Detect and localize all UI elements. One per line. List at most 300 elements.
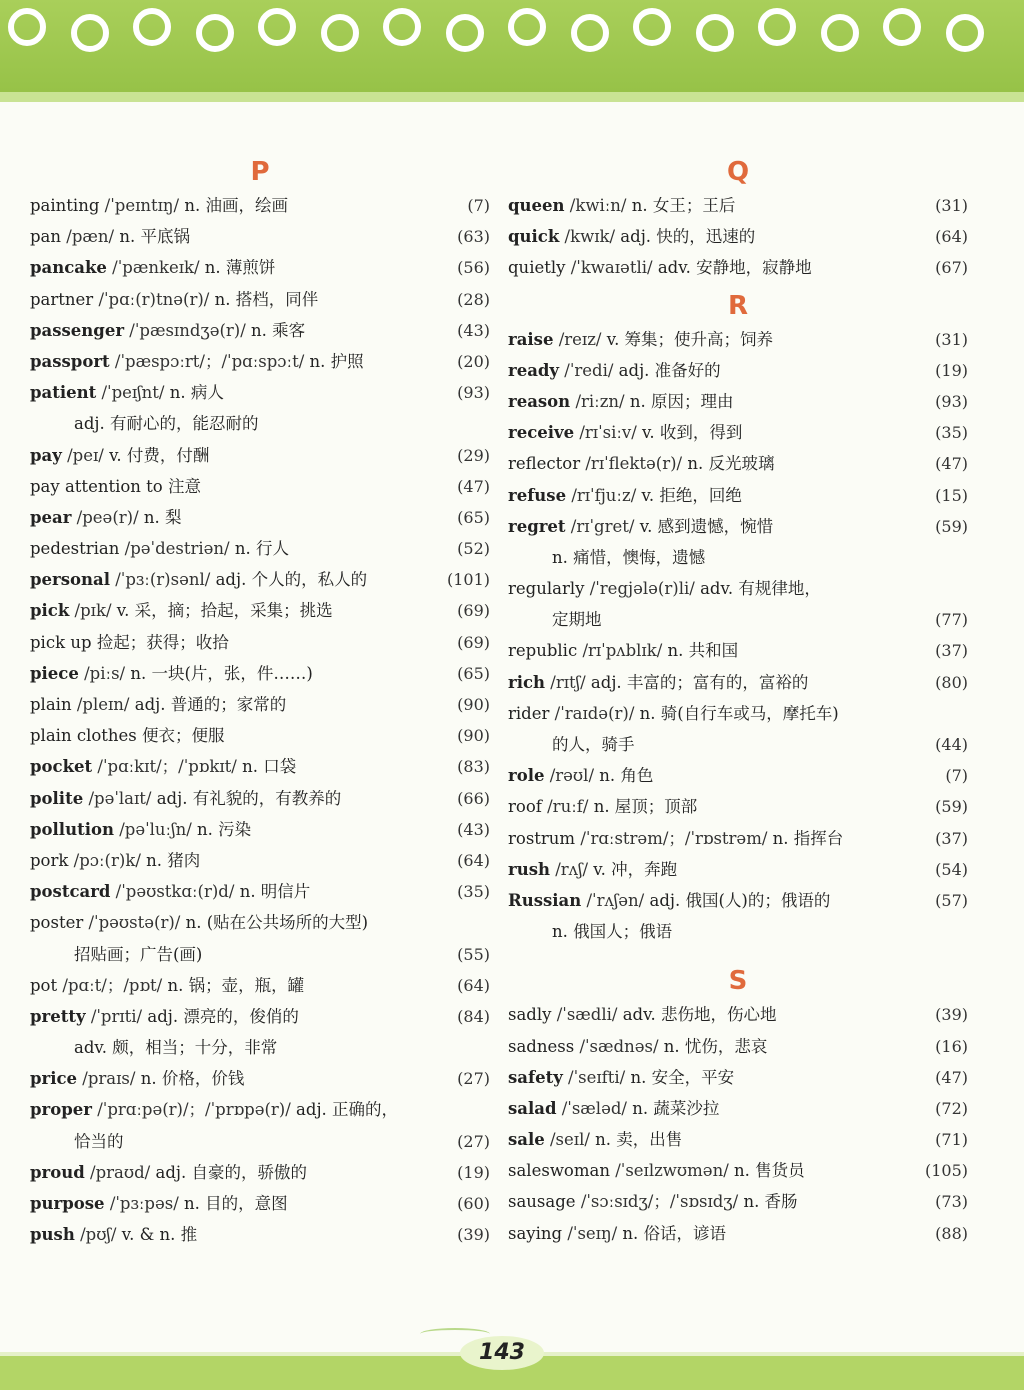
entry-page-ref: (43) (457, 819, 490, 839)
glossary-entry (30, 1188, 490, 1219)
entry-definition: n. 病人 (169, 383, 224, 403)
ring-icon (883, 8, 921, 46)
entry-phonetic: /rɪˈfjuːz/ (571, 485, 637, 505)
entry-word: ready (508, 360, 560, 380)
entry-word: reason (508, 391, 571, 411)
entry-phonetic: /rʌʃ/ (555, 859, 589, 879)
glossary-entry (30, 1126, 490, 1157)
entry-definition: adj. 自豪的，骄傲的 (155, 1162, 307, 1182)
entry-word: pear (30, 507, 72, 527)
section-letter: P (250, 157, 270, 187)
entry-phonetic: /ˈpɜːpəs/ (109, 1194, 179, 1213)
entry-word: quick (508, 227, 560, 247)
ring-icon (321, 14, 359, 52)
ring-icon (196, 14, 234, 52)
entry-word: sadly (508, 1005, 552, 1025)
glossary-entry (30, 627, 490, 658)
entry-phonetic: /reɪz/ (558, 329, 602, 349)
entry-definition: n. 骑(自行车或马，摩托车) (639, 703, 839, 723)
entry-page-ref: (29) (457, 445, 490, 465)
glossary-entry (508, 823, 968, 854)
entry-definition: 的人，骑手 (552, 735, 635, 754)
entry-page-ref: (47) (935, 1067, 968, 1087)
glossary-entry (508, 386, 968, 417)
glossary-entry (508, 1031, 968, 1062)
entry-page-ref: (101) (446, 570, 490, 590)
entry-phonetic: /ˈredi/ (564, 360, 614, 380)
ring-icon (821, 14, 859, 52)
entry-phonetic: /pəˈluːʃn/ (119, 819, 192, 839)
ring-icon (8, 8, 46, 46)
entry-phonetic: /ˈraɪdə(r)/ (554, 703, 635, 723)
entry-word: reflector (508, 454, 581, 474)
entry-definition: n. 安全，平安 (630, 1067, 735, 1087)
entry-phonetic: /pleɪn/ (76, 695, 130, 714)
entry-phonetic: /ˈpəʊstkɑː(r)d/ (115, 882, 235, 902)
glossary-entry (30, 1001, 490, 1032)
glossary-entry (508, 542, 968, 573)
entry-phonetic: /ˈpeɪʃnt/ (101, 383, 165, 403)
entry-word: receive (508, 423, 575, 443)
entry-phonetic: /ˈprɪti/ (90, 1006, 143, 1026)
entry-page-ref: (105) (924, 1161, 968, 1181)
glossary-entry (508, 885, 968, 916)
entry-definition: 捡起；获得；收拾 (96, 632, 229, 652)
entry-word: polite (30, 788, 84, 808)
entry-word: quietly (508, 258, 566, 278)
entry-word: pick (30, 601, 70, 621)
glossary-entry (30, 939, 490, 970)
entry-page-ref: (59) (935, 797, 968, 817)
entry-definition: v. 筹集；使升高；饲养 (606, 329, 774, 349)
glossary-entry (30, 221, 490, 252)
entry-page-ref: (83) (457, 757, 490, 777)
entry-word: roof (508, 797, 542, 817)
entry-definition: n. 屋顶；顶部 (593, 797, 698, 817)
entry-page-ref: (84) (457, 1006, 490, 1026)
entry-phonetic: /ˈpɜː(r)sənl/ (115, 570, 211, 590)
entry-word: pan (30, 227, 62, 247)
entry-phonetic: /pəˈdestriən/ (124, 539, 230, 559)
glossary-entry (30, 1219, 490, 1250)
entry-word: refuse (508, 485, 567, 505)
entry-page-ref: (37) (935, 828, 968, 848)
entry-page-ref: (72) (935, 1098, 968, 1118)
entry-page-ref: (54) (935, 859, 968, 879)
entry-word: pay attention to (30, 476, 163, 496)
entry-phonetic: /ˈsɔːsɪdʒ/；/ˈsɒsɪdʒ/ (580, 1192, 739, 1212)
glossary-entry (508, 221, 968, 252)
entry-definition: 招贴画；广告(画) (74, 944, 203, 964)
entry-word: poster (30, 913, 84, 933)
glossary-entry (30, 440, 490, 471)
entry-word: pollution (30, 819, 114, 839)
glossary-entry (508, 1062, 968, 1093)
entry-word: rider (508, 703, 550, 723)
entry-definition: n. 搭档，同伴 (214, 289, 319, 309)
entry-definition: n. (贴在公共场所的大型) (185, 913, 369, 933)
entry-page-ref: (20) (457, 351, 490, 371)
entry-phonetic: /ˈrɑːstrəm/；/ˈrɒstrəm/ (580, 828, 768, 848)
entry-word: saleswoman (508, 1161, 610, 1181)
entry-phonetic: /ˈrʌʃən/ (586, 890, 645, 910)
entry-phonetic: /pɔː(r)k/ (73, 850, 141, 870)
entry-definition: v. & n. 推 (121, 1225, 198, 1245)
entry-definition: n. 梨 (143, 507, 182, 527)
entry-definition: v. 拒绝，回绝 (641, 485, 742, 505)
entry-page-ref: (57) (935, 890, 968, 910)
entry-word: rich (508, 672, 546, 692)
entry-definition: n. 角色 (599, 766, 654, 786)
entry-definition: n. 女王；王后 (631, 196, 736, 215)
ring-icon (508, 8, 546, 46)
entry-page-ref: (63) (457, 227, 490, 247)
entry-page-ref: (69) (457, 632, 490, 652)
entry-page-ref: (67) (935, 258, 968, 278)
glossary-entry (30, 1094, 490, 1125)
glossary-entry (30, 377, 490, 408)
entry-definition: adj. 有礼貌的，有教养的 (156, 788, 342, 808)
entry-definition: v. 感到遗憾，惋惜 (639, 516, 774, 536)
entry-page-ref: (64) (457, 975, 490, 995)
glossary-entry (508, 1124, 968, 1155)
entry-phonetic: /rɪˈsiːv/ (579, 423, 637, 443)
glossary-column-left (30, 150, 490, 1250)
entry-word: regularly (508, 579, 585, 599)
entry-page-ref: (47) (935, 454, 968, 474)
entry-word: passenger (30, 320, 125, 340)
entry-phonetic: /peə(r)/ (76, 507, 139, 527)
entry-phonetic: /rɪtʃ/ (550, 672, 586, 692)
entry-word: Russian (508, 890, 582, 910)
entry-page-ref: (39) (935, 1005, 968, 1025)
entry-definition: 便衣；便服 (142, 726, 225, 746)
glossary-entry (508, 324, 968, 355)
glossary-entry (508, 448, 968, 479)
entry-phonetic: /ˈprɑːpə(r)/；/ˈprɒpə(r)/ (97, 1100, 291, 1120)
entry-word: passport (30, 351, 110, 371)
glossary-entry (508, 999, 968, 1030)
glossary-entry (508, 417, 968, 448)
entry-definition: n. 明信片 (239, 882, 311, 902)
entry-page-ref: (27) (457, 1069, 490, 1089)
entry-phonetic: /pɑːt/；/pɒt/ (62, 975, 163, 995)
glossary-entry (508, 252, 968, 283)
entry-page-ref: (80) (935, 672, 968, 692)
entry-page-ref: (27) (457, 1131, 490, 1151)
entry-page-ref: (31) (935, 329, 968, 349)
glossary-entry (30, 1157, 490, 1188)
entry-phonetic: /pæn/ (66, 227, 115, 247)
entry-word: proper (30, 1100, 92, 1120)
glossary-entry (508, 916, 968, 947)
entry-definition: n. 乘客 (251, 320, 306, 340)
entry-word: postcard (30, 882, 111, 902)
entry-phonetic: /ˈpæsɪndʒə(r)/ (129, 320, 246, 340)
entry-word: patient (30, 383, 97, 403)
glossary-entry (508, 760, 968, 791)
entry-page-ref: (88) (935, 1223, 968, 1243)
binder-rings (0, 4, 1024, 64)
glossary-entry (30, 1063, 490, 1094)
entry-page-ref: (7) (467, 196, 490, 215)
entry-page-ref: (93) (935, 391, 968, 411)
glossary-entry (508, 729, 968, 760)
top-banner-edge (0, 92, 1024, 102)
section-spacer (508, 947, 968, 959)
entry-page-ref: (90) (457, 726, 490, 746)
entry-definition: n. 护照 (309, 351, 364, 371)
entry-page-ref: (60) (457, 1194, 490, 1213)
entry-word: sausage (508, 1192, 576, 1212)
entry-page-ref: (66) (457, 788, 490, 808)
glossary-entry (30, 252, 490, 283)
entry-definition: adj. 有耐心的，能忍耐的 (74, 414, 259, 434)
entry-word: regret (508, 516, 566, 536)
entry-definition: v. 收到，得到 (642, 423, 743, 443)
ring-icon (758, 8, 796, 46)
entry-phonetic: /ˈpeɪntɪŋ/ (104, 196, 180, 215)
entry-word: partner (30, 289, 94, 309)
glossary-entry (30, 783, 490, 814)
entry-word: sale (508, 1130, 545, 1150)
entry-definition: n. 香肠 (743, 1192, 798, 1212)
entry-definition: adv. 颇，相当；十分，非常 (74, 1038, 278, 1058)
entry-phonetic: /rɪˈpʌblɪk/ (582, 641, 663, 661)
entry-page-ref: (52) (457, 539, 490, 559)
glossary-entry (30, 502, 490, 533)
glossary-entry (30, 876, 490, 907)
entry-word: pretty (30, 1006, 86, 1026)
entry-phonetic: /ˈpəʊstə(r)/ (88, 913, 181, 933)
glossary-entry (30, 907, 490, 938)
glossary-entry (30, 845, 490, 876)
glossary-entry (30, 658, 490, 689)
entry-definition: n. 卖，出售 (595, 1130, 683, 1150)
entry-word: pick up (30, 632, 92, 652)
glossary-entry (508, 1155, 968, 1186)
entry-word: pedestrian (30, 539, 120, 559)
ring-icon (946, 14, 984, 52)
glossary-entry (508, 667, 968, 698)
entry-phonetic: /piːs/ (84, 663, 126, 683)
entry-phonetic: /ˈsæləd/ (561, 1098, 627, 1118)
entry-page-ref: (43) (457, 320, 490, 340)
entry-page-ref: (64) (457, 850, 490, 870)
entry-page-ref: (35) (935, 423, 968, 443)
entry-word: piece (30, 663, 79, 683)
entry-definition: n. 污染 (197, 819, 252, 839)
glossary-entry (30, 315, 490, 346)
entry-word: role (508, 766, 545, 786)
entry-word: purpose (30, 1194, 105, 1213)
entry-definition: adj. 漂亮的，俊俏的 (147, 1006, 299, 1026)
entry-phonetic: /ˈregjələ(r)li/ (589, 579, 695, 599)
entry-phonetic: /ˈpɑː(r)tnə(r)/ (98, 289, 210, 309)
entry-word: personal (30, 570, 110, 590)
section-letter: R (727, 290, 749, 321)
entry-page-ref: (35) (457, 882, 490, 902)
entry-phonetic: /ˈseɪfti/ (568, 1067, 626, 1087)
entry-definition: n. 锅；壶，瓶，罐 (167, 975, 305, 995)
entry-definition: n. 售货员 (734, 1161, 805, 1181)
entry-page-ref: (59) (935, 516, 968, 536)
glossary-entry (30, 408, 490, 439)
entry-definition: adv. 安静地，寂静地 (657, 258, 812, 278)
entry-phonetic: /ˈsædli/ (556, 1005, 618, 1025)
glossary-entry (508, 1093, 968, 1124)
entry-word: painting (30, 196, 100, 215)
ring-icon (383, 8, 421, 46)
entry-page-ref: (19) (935, 360, 968, 380)
entry-definition: adj. 普通的；家常的 (134, 695, 287, 714)
glossary-entry (30, 595, 490, 626)
entry-page-ref: (64) (935, 227, 968, 247)
section-letter: Q (726, 157, 750, 187)
entry-word: push (30, 1225, 75, 1245)
glossary-entry (508, 511, 968, 542)
entry-definition: adj. 个人的，私人的 (215, 570, 368, 590)
entry-phonetic: /ˈpæspɔːrt/；/ˈpɑːspɔːt/ (114, 351, 305, 371)
glossary-entry (30, 689, 490, 720)
entry-word: plain clothes (30, 726, 137, 746)
glossary-entry (30, 814, 490, 845)
entry-page-ref: (65) (457, 507, 490, 527)
entry-page-ref: (65) (457, 663, 490, 683)
entry-definition: n. 共和国 (667, 641, 739, 661)
entry-definition: adj. 快的，迅速的 (620, 227, 756, 247)
entry-definition: adj. 丰富的；富有的，富裕的 (590, 672, 809, 692)
glossary-entry (508, 190, 968, 221)
entry-word: pork (30, 850, 69, 870)
entry-phonetic: /peɪ/ (67, 445, 104, 465)
entry-phonetic: /ruːf/ (547, 797, 589, 817)
entry-definition: n. 蔬菜沙拉 (632, 1098, 720, 1118)
entry-phonetic: /rɪˈflektə(r)/ (585, 454, 683, 474)
entry-page-ref: (56) (457, 258, 490, 278)
glossary-entry (508, 573, 968, 604)
entry-word: salad (508, 1098, 557, 1118)
entry-definition: n. 口袋 (242, 757, 297, 777)
glossary-entry (30, 284, 490, 315)
glossary-entry (30, 1032, 490, 1063)
glossary-entry (30, 720, 490, 751)
entry-page-ref: (37) (935, 641, 968, 661)
entry-phonetic: /pɪk/ (74, 601, 112, 621)
entry-phonetic: /ˈseɪlzwʊmən/ (615, 1161, 729, 1181)
entry-definition: n. 俗话，谚语 (622, 1223, 727, 1243)
entry-page-ref: (71) (935, 1130, 968, 1150)
page-number: 143 (460, 1336, 544, 1370)
entry-definition: n. 薄煎饼 (204, 258, 276, 278)
entry-definition: n. 油画，绘画 (184, 196, 288, 215)
entry-page-ref: (19) (457, 1162, 490, 1182)
entry-definition: n. 原因；理由 (629, 391, 734, 411)
entry-word: pancake (30, 258, 107, 278)
entry-phonetic: /ˈpɑːkɪt/；/ˈpɒkɪt/ (97, 757, 237, 777)
entry-definition: v. 冲，奔跑 (593, 859, 678, 879)
section-letter: S (728, 966, 748, 997)
entry-word: sadness (508, 1036, 575, 1056)
glossary-entry (30, 471, 490, 502)
entry-word: saying (508, 1223, 563, 1243)
entry-definition: n. 猪肉 (146, 850, 201, 870)
glossary-entry (30, 970, 490, 1001)
entry-word: republic (508, 641, 578, 661)
entry-definition: n. 俄国人；俄语 (552, 922, 673, 942)
entry-page-ref: (39) (457, 1225, 490, 1245)
entry-phonetic: /ˈsædnəs/ (579, 1036, 659, 1056)
ring-icon (571, 14, 609, 52)
entry-definition: n. 忧伤，悲哀 (663, 1036, 768, 1056)
entry-definition: n. 指挥台 (772, 828, 844, 848)
entry-definition: adv. 有规律地， (700, 579, 821, 599)
ring-icon (696, 14, 734, 52)
ring-icon (133, 8, 171, 46)
glossary-entry (508, 355, 968, 386)
entry-page-ref: (44) (935, 735, 968, 754)
entry-definition: n. 目的，意图 (184, 1194, 288, 1213)
entry-word: plain (30, 695, 72, 714)
glossary-entry (30, 346, 490, 377)
entry-phonetic: /rɪˈgret/ (570, 516, 635, 536)
glossary-entry (508, 854, 968, 885)
entry-definition: adj. 准备好的 (618, 360, 721, 380)
glossary-entry (508, 480, 968, 511)
entry-definition: n. 一块(片，张，件……) (130, 663, 313, 683)
entry-word: rostrum (508, 828, 576, 848)
entry-word: pot (30, 975, 58, 995)
entry-word: pay (30, 445, 62, 465)
entry-word: proud (30, 1162, 85, 1182)
entry-phonetic: /riːzn/ (575, 391, 625, 411)
glossary-entry (30, 751, 490, 782)
entry-phonetic: /rəʊl/ (549, 766, 594, 786)
entry-phonetic: /praɪs/ (82, 1069, 136, 1089)
glossary-entry (508, 698, 968, 729)
entry-phonetic: /ˈseɪŋ/ (567, 1223, 618, 1243)
glossary-entry (508, 791, 968, 822)
entry-page-ref: (7) (945, 766, 968, 786)
entry-phonetic: /praʊd/ (90, 1162, 151, 1182)
entry-page-ref: (77) (935, 610, 968, 630)
entry-word: safety (508, 1067, 563, 1087)
glossary-entry (508, 635, 968, 666)
entry-phonetic: /ˈpænkeɪk/ (112, 258, 200, 278)
entry-word: raise (508, 329, 554, 349)
entry-definition: adj. 正确的， (296, 1100, 399, 1120)
entry-page-ref: (31) (935, 196, 968, 215)
glossary-entry (30, 533, 490, 564)
entry-page-ref: (47) (457, 476, 490, 496)
entry-page-ref: (73) (935, 1192, 968, 1212)
entry-word: pocket (30, 757, 93, 777)
glossary-entry (508, 604, 968, 635)
entry-definition: 恰当的 (74, 1131, 124, 1151)
glossary-entry (508, 1186, 968, 1217)
entry-phonetic: /pʊʃ/ (80, 1225, 117, 1245)
ring-icon (633, 8, 671, 46)
entry-phonetic: /kwiːn/ (569, 196, 627, 215)
entry-definition: v. 采，摘；拾起，采集；挑选 (116, 601, 333, 621)
entry-word: price (30, 1069, 78, 1089)
entry-phonetic: /kwɪk/ (564, 227, 616, 247)
ring-icon (71, 14, 109, 52)
entry-definition: adv. 悲伤地，伤心地 (622, 1005, 777, 1025)
entry-word: rush (508, 859, 550, 879)
entry-definition: 定期地 (552, 610, 602, 630)
entry-page-ref: (90) (457, 695, 490, 714)
